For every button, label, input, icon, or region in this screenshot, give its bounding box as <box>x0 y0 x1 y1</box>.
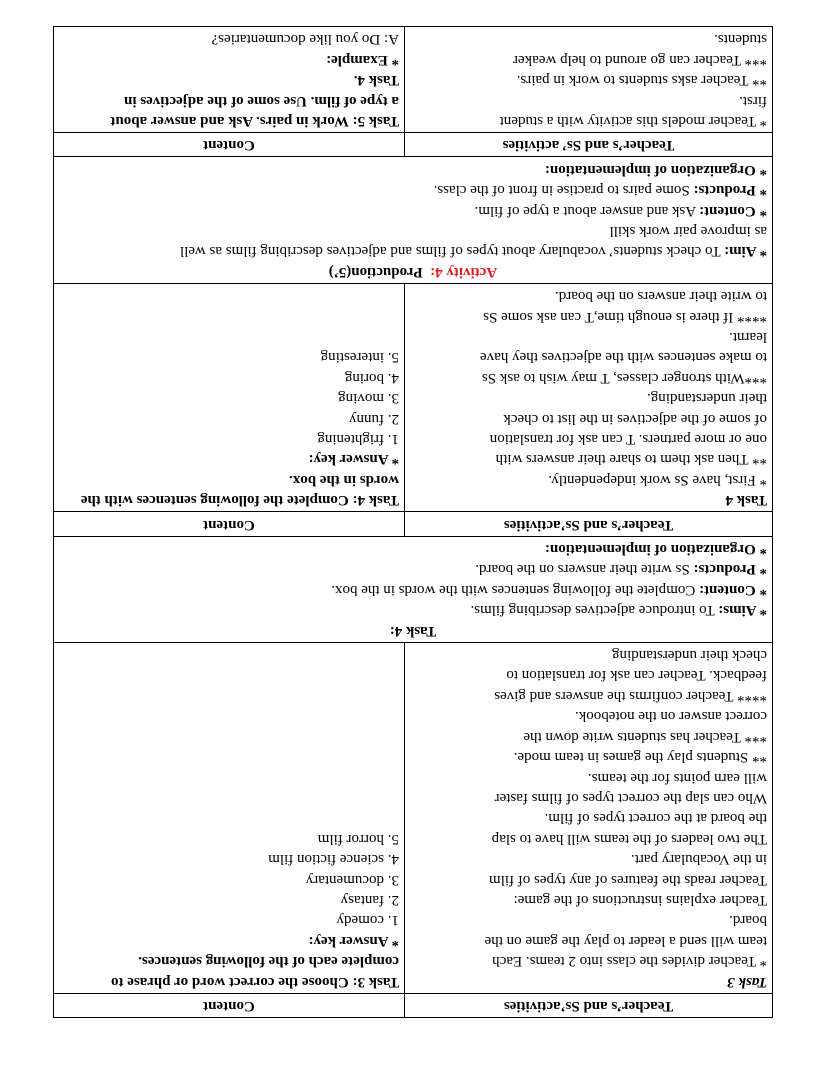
task5-content <box>54 26 405 132</box>
task3-line: The two leaders of the teams will have to slap <box>491 830 767 847</box>
answer-item: 1. comedy <box>336 912 399 929</box>
task4-intro-title: Task 4: <box>389 622 437 639</box>
task3-line: team will send a leader to play the game on the <box>484 932 767 949</box>
task4-line: to write their answers on the board. <box>554 288 767 305</box>
task3-line: **** Teacher confirms the answers and gives <box>494 687 767 704</box>
task4-line: one or more partners. T can ask for translation <box>489 431 767 448</box>
aim-text: as improve pair work skill <box>609 222 767 239</box>
content-text: Complete the following sentences with the words in the box. <box>331 581 696 598</box>
task3-line: board. <box>729 912 767 929</box>
task4-line: * First, have Ss work independently. <box>548 471 767 488</box>
task4-content <box>54 283 405 511</box>
answer-item: 2. funny <box>349 410 399 427</box>
task4-line: ***With stronger classes, T may wish to ask Ss <box>481 369 767 386</box>
header-content: Content <box>54 993 405 1017</box>
task3-heading: Task 3: Choose the correct word or phrase to complete each of the following sentences. <box>110 953 399 990</box>
organization-label: * Organization of implementation: <box>544 161 767 178</box>
activity4-intro <box>54 157 773 283</box>
task4-line: their understanding. <box>647 390 767 407</box>
task5-activities <box>405 26 773 132</box>
header-activities: Teacher’s and Ss’activities <box>405 512 773 536</box>
task3-line: correct answer on the notebook. <box>574 708 767 725</box>
task3-line: ** Students play the games in team mode. <box>513 749 767 766</box>
task3-line: in the Vocabulary part. <box>630 851 767 868</box>
example-text: A: Do you like documentaries? <box>211 31 399 48</box>
header-row <box>54 512 773 536</box>
answer-item: 3. documentary <box>305 871 399 888</box>
header-row <box>54 993 773 1017</box>
products-label: * Products: <box>693 182 767 199</box>
header-activities: Teacher’s and Ss’activities <box>405 993 773 1017</box>
answer-item: 1. frightening <box>317 431 399 448</box>
answer-item: 4. boring <box>344 369 399 386</box>
aim-label: * Aim: <box>724 243 767 260</box>
task3-activities <box>405 642 773 993</box>
content-label: * Content: <box>699 202 767 219</box>
task3-line: feedback. Teacher can ask for translation to <box>506 667 767 684</box>
task4-line: learnt. <box>729 329 767 345</box>
content-label: * Content: <box>699 581 767 598</box>
task3-title: Task 3 <box>727 973 767 990</box>
task5-line: students. <box>714 31 767 48</box>
task4-row <box>54 283 773 511</box>
answer-key-label: * Answer key: <box>308 451 399 468</box>
answer-item: 4. science fiction film <box>268 851 399 868</box>
task3-line: Teacher reads the features of any types of film <box>489 871 767 888</box>
activity4-row <box>54 157 773 283</box>
activity4-label: Activity 4: <box>430 263 498 280</box>
task4-intro <box>54 536 773 642</box>
products-label: * Products: <box>693 561 767 578</box>
task3-line: *** Teacher has students write down the <box>523 728 767 745</box>
task4-line: ** Then ask them to share their answers with <box>495 451 767 468</box>
task4-activities <box>405 283 773 511</box>
task5-line: * Teacher models this activity with a student <box>499 112 767 129</box>
task5-line: first. <box>739 92 767 109</box>
answer-item: 2. fantasy <box>340 891 399 908</box>
aims-label: * Aims: <box>718 602 767 619</box>
task3-line: Who can slap the correct types of films faster <box>494 789 767 806</box>
products-text: Ss write their answers on the board. <box>475 561 690 578</box>
task3-line: the board at the correct types of film. <box>544 810 767 827</box>
task4-heading: Task 4: Complete the following sentences with the words in the box. <box>80 471 399 509</box>
organization-label: * Organization of implementation: <box>544 541 767 558</box>
content-text: Ask and answer about a type of film. <box>474 202 697 219</box>
task4-line: to make sentences with the adjectives they have <box>480 349 767 366</box>
header-row <box>54 132 773 156</box>
task3-row <box>54 642 773 993</box>
task4-line: **** If there is enough time,T can ask some Ss <box>483 308 767 325</box>
answer-item: 3. moving <box>338 390 399 407</box>
header-content: Content <box>54 512 405 536</box>
task3-line: will earn points for the teams. <box>587 769 767 786</box>
example-label: * Example: <box>326 51 399 68</box>
products-text: Some pairs to practise in front of the class. <box>433 182 690 199</box>
aims-text: To introduce adjectives describing films. <box>470 602 715 619</box>
task5-line: *** Teacher can go around to help weaker <box>513 51 767 68</box>
task5-heading: Task 4. <box>353 72 399 89</box>
answer-item: 5. interesting <box>320 349 399 366</box>
task3-line: Teacher explains instructions of the game: <box>513 891 767 908</box>
header-content: Content <box>54 132 405 156</box>
lesson-plan-table <box>53 26 773 1018</box>
aim-text: To check students’ vocabulary about types of films and adjectives describing films as well <box>179 243 721 260</box>
task4-intro-row <box>54 536 773 642</box>
header-activities: Teacher’s and Ss’ activities <box>405 132 773 156</box>
activity4-title: Production(5’) <box>328 263 423 280</box>
answer-item: 5. horror film <box>317 830 399 847</box>
task4-title: Task 4 <box>725 492 767 509</box>
task5-line: ** Teacher asks students to work in pairs. <box>516 72 767 89</box>
task4-line: of some of the adjectives in the list to check <box>503 410 767 427</box>
task5-heading: a type of film. Use some of the adjectives in <box>124 92 399 109</box>
task5-row <box>54 26 773 132</box>
task3-content <box>54 642 405 993</box>
task3-line: * Teacher divides the class into 2 teams. Each <box>492 953 767 970</box>
task3-line: check their understanding <box>612 647 767 664</box>
answer-key-label: * Answer key: <box>308 932 399 949</box>
task5-heading: Task 5: Work in pairs. Ask and answer about <box>110 112 399 129</box>
